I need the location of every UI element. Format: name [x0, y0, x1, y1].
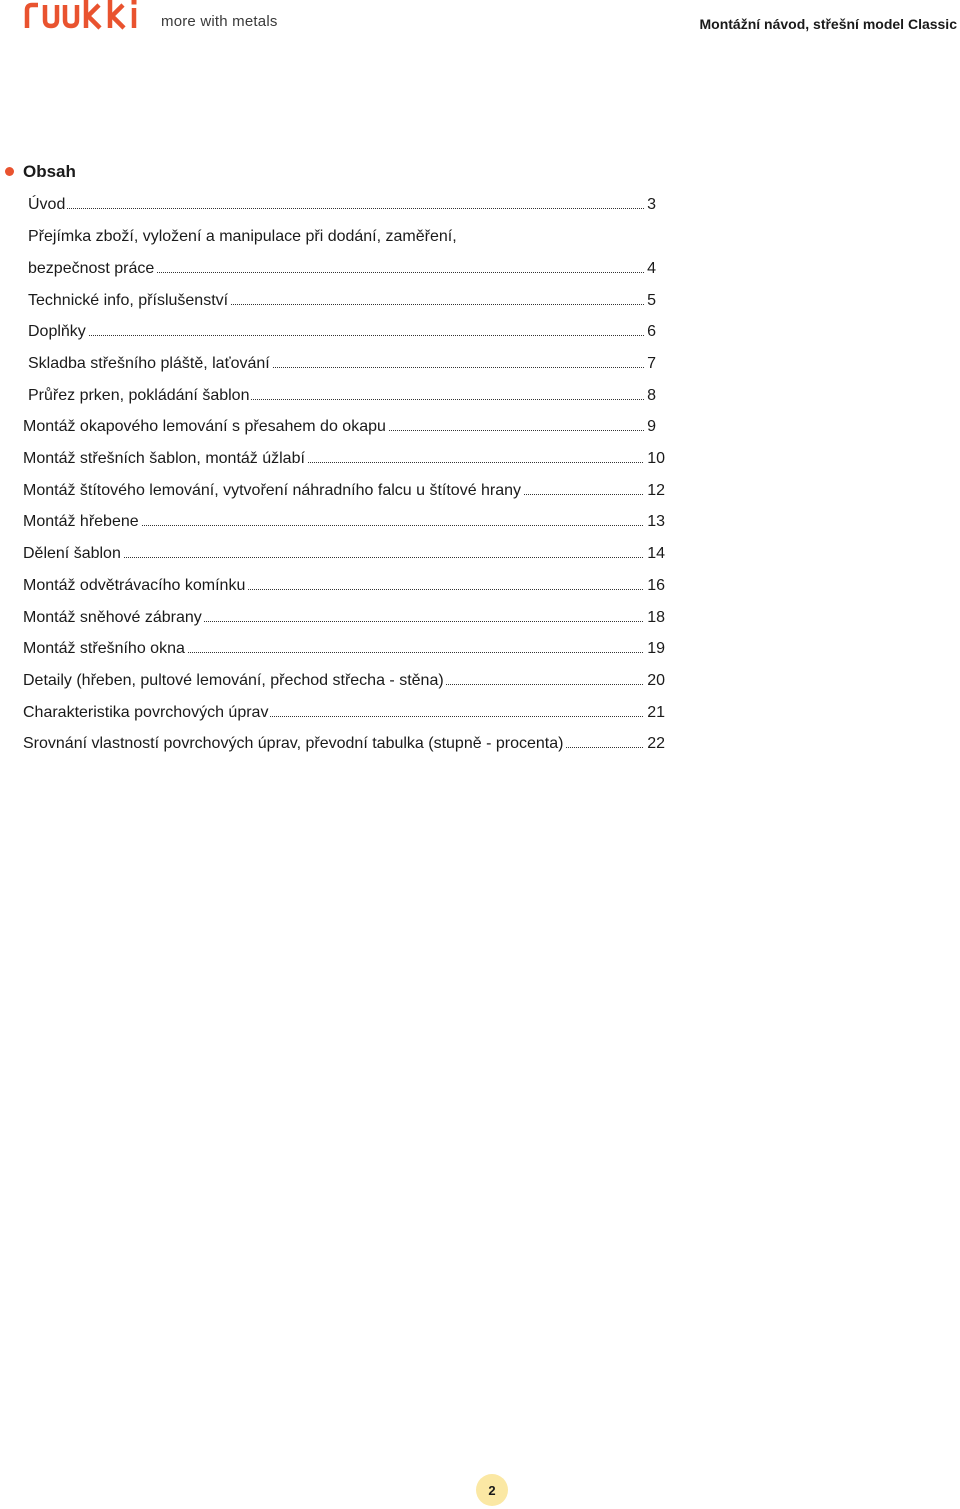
- page-number-badge: [476, 1474, 508, 1506]
- toc-entry-page: 3: [644, 193, 656, 217]
- page-number: 2: [488, 1482, 496, 1498]
- toc-entry-page: 14: [644, 542, 665, 566]
- toc-leader-dots: [28, 208, 656, 209]
- toc-entry[interactable]: [23, 637, 665, 661]
- toc-entry-title: bezpečnost práce: [28, 257, 156, 281]
- toc-entry-title: Průřez prken, pokládání šablon: [28, 384, 251, 408]
- toc-heading: Obsah: [23, 162, 76, 181]
- toc-entry[interactable]: [28, 320, 656, 344]
- toc-entry-page: 20: [644, 669, 665, 693]
- toc-entry[interactable]: [23, 510, 665, 534]
- ruukki-logo: [24, 0, 152, 30]
- toc-entry[interactable]: [23, 701, 665, 725]
- toc-entry[interactable]: [23, 732, 665, 756]
- toc-entry[interactable]: [23, 606, 665, 630]
- page-header: [0, 0, 960, 40]
- toc-entry-page: 19: [644, 637, 665, 661]
- toc-entry[interactable]: [23, 669, 665, 693]
- toc-entry[interactable]: [23, 574, 665, 598]
- document-title: Montážní návod, střešní model Classic: [699, 16, 957, 32]
- toc-entry-page: 22: [644, 732, 665, 756]
- toc-entry-page: 4: [644, 257, 656, 281]
- toc-entry[interactable]: [23, 415, 656, 439]
- toc-entry-title: Montáž okapového lemování s přesahem do okapu: [23, 415, 388, 439]
- toc-entry-title: Technické info, příslušenství: [28, 289, 230, 313]
- toc-entry[interactable]: [23, 542, 665, 566]
- toc-entry-title: Montáž štítového lemování, vytvoření náhradního falcu u štítové hrany: [23, 479, 523, 503]
- toc-entry-title: Úvod: [28, 193, 67, 217]
- toc-entry[interactable]: [23, 447, 665, 471]
- toc-entry-page: 8: [644, 384, 656, 408]
- toc-entry-title: Montáž střešního okna: [23, 637, 187, 661]
- toc-entry-page: 13: [644, 510, 665, 534]
- toc-entry-page: 12: [644, 479, 665, 503]
- toc-leader-dots: [28, 335, 656, 336]
- toc-entry-title: Dělení šablon: [23, 542, 123, 566]
- toc-entry-page: 7: [644, 352, 656, 376]
- toc-entry-title: Montáž odvětrávacího komínku: [23, 574, 247, 598]
- toc-entry[interactable]: [28, 193, 656, 217]
- toc-entry[interactable]: [23, 479, 665, 503]
- toc-entry-page: 16: [644, 574, 665, 598]
- toc-entry-page: 6: [644, 320, 656, 344]
- toc-entry-title: Charakteristika povrchových úprav: [23, 701, 270, 725]
- toc-entry-page: 18: [644, 606, 665, 630]
- logo-tagline: more with metals: [161, 13, 278, 30]
- toc-entry[interactable]: [28, 384, 656, 408]
- bullet-icon: [5, 167, 14, 176]
- toc-entry-page: 9: [644, 415, 656, 439]
- toc-entry-title: Srovnání vlastností povrchových úprav, převodní tabulka (stupně - procenta): [23, 732, 565, 756]
- toc-entry-title: Montáž střešních šablon, montáž úžlabí: [23, 447, 307, 471]
- toc-entry-title: Detaily (hřeben, pultové lemování, přechod střecha - stěna): [23, 669, 446, 693]
- toc-entry-title: Doplňky: [28, 320, 88, 344]
- toc-entry-title: Montáž sněhové zábrany: [23, 606, 204, 630]
- toc-entry-page: 10: [644, 447, 665, 471]
- toc-entry[interactable]: [28, 352, 656, 376]
- toc-entry[interactable]: [28, 289, 656, 313]
- toc-entry-page: 21: [644, 701, 665, 725]
- toc-entry-title: Skladba střešního pláště, laťování: [28, 352, 272, 376]
- toc-entry-page: 5: [644, 289, 656, 313]
- toc-entry[interactable]: [28, 257, 656, 281]
- toc-entry-title: Montáž hřebene: [23, 510, 141, 534]
- toc-entry-title-line1[interactable]: Přejímka zboží, vyložení a manipulace při dodání, zaměření,: [28, 228, 457, 245]
